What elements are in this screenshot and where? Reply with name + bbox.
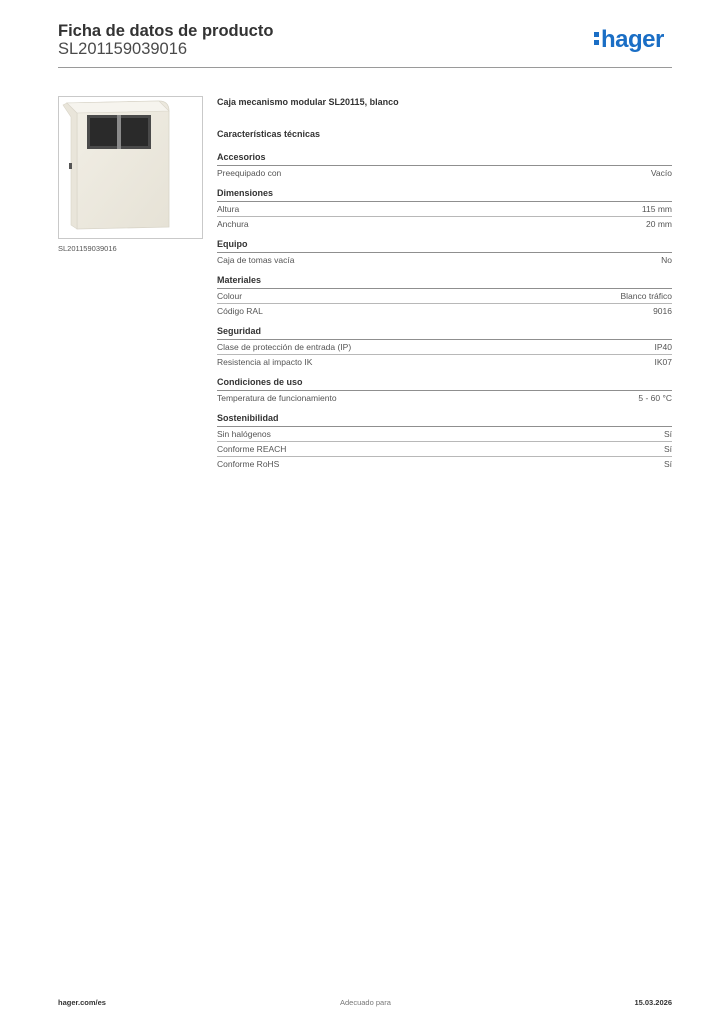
group-title: Condiciones de uso <box>217 369 672 391</box>
logo-dots-icon <box>594 30 599 46</box>
spec-value: IK07 <box>654 357 672 367</box>
spec-row <box>217 217 672 231</box>
spec-value: Sí <box>663 444 672 454</box>
footer-date: 15.03.2026 <box>634 998 672 1007</box>
spec-row <box>217 253 672 267</box>
product-image <box>58 96 203 239</box>
image-caption: SL201159039016 <box>58 244 117 253</box>
technical-characteristics-heading: Características técnicas <box>217 129 321 139</box>
spec-group-materiales <box>217 267 672 318</box>
page-title: Ficha de datos de producto <box>58 22 274 40</box>
spec-group-sostenibilidad <box>217 405 672 471</box>
group-title: Equipo <box>217 231 672 253</box>
spec-row <box>217 340 672 355</box>
spec-value: Sí <box>663 429 672 439</box>
spec-group-dimensiones <box>217 180 672 231</box>
spec-label: Sin halógenos <box>217 429 271 439</box>
spec-value: No <box>661 255 672 265</box>
spec-label: Código RAL <box>217 306 263 316</box>
wall-box-illustration-icon <box>59 97 202 238</box>
spec-value: Sí <box>663 459 672 469</box>
spec-row <box>217 202 672 217</box>
spec-label: Preequipado con <box>217 168 282 178</box>
spec-value: IP40 <box>654 342 672 352</box>
spec-row <box>217 289 672 304</box>
product-code: SL201159039016 <box>58 40 188 58</box>
spec-value: 20 mm <box>646 219 672 229</box>
spec-row <box>217 457 672 471</box>
spec-value: 9016 <box>653 306 672 316</box>
spec-row <box>217 442 672 457</box>
spec-row <box>217 304 672 318</box>
spec-label: Resistencia al impacto IK <box>217 357 313 367</box>
spec-value: 115 mm <box>641 204 672 214</box>
spec-label: Clase de protección de entrada (IP) <box>217 342 352 352</box>
spec-group-accesorios <box>217 144 672 180</box>
group-title: Materiales <box>217 267 672 289</box>
spec-label: Temperatura de funcionamiento <box>217 393 337 403</box>
spec-label: Caja de tomas vacía <box>217 255 295 265</box>
spec-group-condiciones-de-uso <box>217 369 672 405</box>
spec-value: Vacío <box>650 168 672 178</box>
logo-text: hager <box>601 26 664 53</box>
spec-label: Altura <box>217 204 240 214</box>
spec-label: Conforme REACH <box>217 444 287 454</box>
spec-label: Conforme RoHS <box>217 459 280 469</box>
spec-row <box>217 355 672 369</box>
spec-label: Anchura <box>217 219 249 229</box>
product-title: Caja mecanismo modular SL20115, blanco <box>217 97 399 107</box>
spec-row <box>217 166 672 180</box>
group-title: Sostenibilidad <box>217 405 672 427</box>
spec-row <box>217 427 672 442</box>
product-details <box>217 96 672 471</box>
spec-group-seguridad <box>217 318 672 369</box>
spec-value: Blanco tráfico <box>620 291 672 301</box>
spec-row <box>217 391 672 405</box>
spec-label: Colour <box>217 291 243 301</box>
hager-logo <box>594 28 664 52</box>
group-title: Accesorios <box>217 144 672 166</box>
group-title: Dimensiones <box>217 180 672 202</box>
spec-group-equipo <box>217 231 672 267</box>
group-title: Seguridad <box>217 318 672 340</box>
footer-suitable-for: Adecuado para <box>340 998 391 1007</box>
header-divider <box>58 67 672 68</box>
spec-value: 5 - 60 °C <box>638 393 672 403</box>
website-link[interactable]: hager.com/es <box>58 998 106 1007</box>
